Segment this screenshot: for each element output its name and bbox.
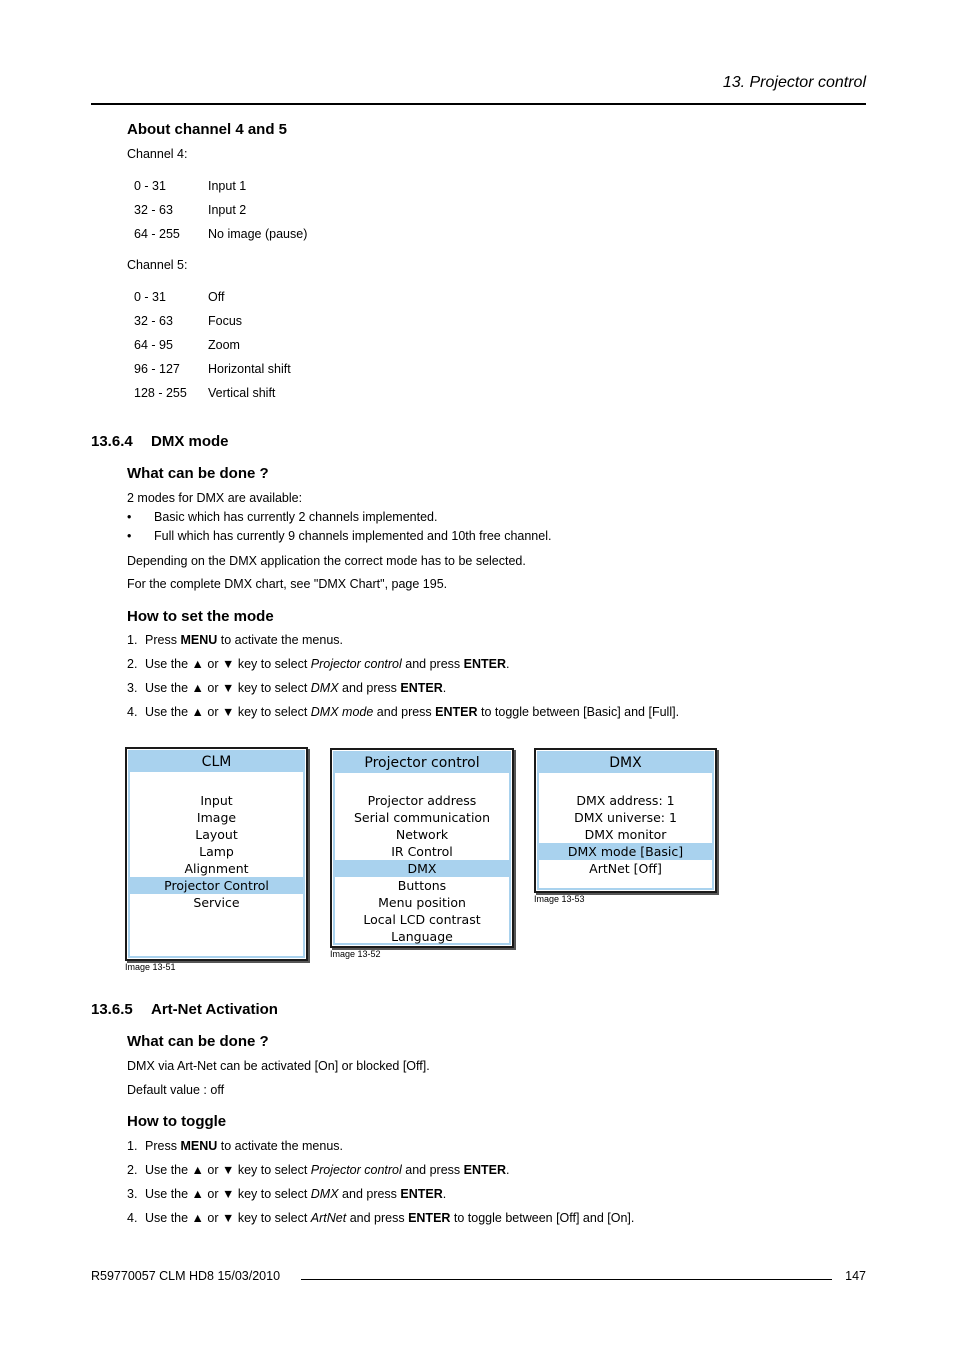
range-cell: 64 - 255: [134, 227, 180, 241]
range-cell: 0 - 31: [134, 179, 166, 193]
how-heading: How to set the mode: [127, 608, 274, 625]
image-caption: Image 13-52: [330, 949, 381, 959]
step-text: and press: [401, 657, 464, 671]
menu-item-selected: Projector Control: [130, 877, 303, 894]
step-key: MENU: [180, 633, 218, 647]
menu-item: Network: [395, 827, 449, 842]
step-number: 1.: [127, 633, 138, 647]
section-number: 13.6.5: [91, 1001, 133, 1018]
image-caption: Image 13-53: [534, 894, 585, 904]
section-title: Art-Net Activation: [151, 1001, 278, 1018]
step-text: to toggle between [Off] and [On].: [450, 1211, 635, 1225]
menu-item: Lamp: [199, 844, 234, 859]
what-heading: What can be done ?: [127, 465, 269, 482]
step-number: 1.: [127, 1139, 138, 1153]
bullet-text: Full which has currently 9 channels implemented and 10th free channel.: [154, 529, 552, 543]
bullet-text: Basic which has currently 2 channels implemented.: [154, 510, 438, 524]
step-key: MENU: [180, 1139, 218, 1153]
value-cell: Off: [208, 290, 225, 304]
step-text: to activate the menus.: [217, 1139, 344, 1153]
step-text: and press: [338, 1187, 401, 1201]
dmx-menu-image: [534, 748, 717, 893]
menu-frame: [128, 750, 305, 958]
step-key: ENTER: [463, 657, 507, 671]
step-key: ENTER: [400, 1187, 443, 1201]
step: [127, 1139, 343, 1153]
range-cell: 64 - 95: [134, 338, 173, 352]
value-cell: Input 2: [208, 203, 247, 217]
paragraph: Depending on the DMX application the correct mode has to be selected.: [127, 554, 526, 568]
menu-item: Service: [193, 895, 240, 910]
step-number: 4.: [127, 1211, 138, 1225]
menu-item: DMX monitor: [584, 827, 667, 842]
menu-title: Projector control: [335, 753, 509, 773]
step-key: ENTER: [463, 1163, 507, 1177]
step-text: .: [442, 1187, 447, 1201]
step-number: 2.: [127, 657, 138, 671]
intro-text: 2 modes for DMX are available:: [127, 491, 303, 505]
paragraph: For the complete DMX chart, see "DMX Chart", page 195.: [127, 577, 448, 591]
menu-item: IR Control: [391, 844, 453, 859]
step-key: ENTER: [408, 1211, 451, 1225]
step-text: Use the ▲ or ▼ key to select: [145, 681, 311, 695]
menu-title: DMX: [539, 753, 712, 773]
menu-item: Image: [196, 810, 237, 825]
projector-control-menu-image: [330, 748, 514, 948]
value-cell: Focus: [208, 314, 243, 328]
range-cell: 32 - 63: [134, 314, 173, 328]
step-text: Press: [145, 633, 181, 647]
step-text: to activate the menus.: [217, 633, 344, 647]
step-text: and press: [373, 705, 436, 719]
menu-item: DMX universe: 1: [574, 810, 677, 825]
paragraph: DMX via Art-Net can be activated [On] or blocked [Off].: [127, 1059, 430, 1073]
step: [127, 1211, 634, 1225]
header-rule: [91, 103, 866, 105]
bullet-dot: •: [127, 529, 132, 543]
menu-item: Alignment: [184, 861, 249, 876]
step-number: 3.: [127, 1187, 138, 1201]
menu-item: Layout: [195, 827, 238, 842]
step-text: .: [506, 657, 510, 671]
menu-title: CLM: [130, 752, 303, 772]
step: [127, 633, 343, 647]
step-menu-item: Projector control: [310, 1163, 402, 1177]
step-menu-item: Projector control: [310, 657, 402, 671]
step-number: 2.: [127, 1163, 138, 1177]
page-number: 147: [845, 1269, 866, 1283]
step-number: 4.: [127, 705, 138, 719]
footer-doc-id: R59770057 CLM HD8 15/03/2010: [91, 1269, 281, 1283]
channel5-label: Channel 5:: [127, 258, 188, 272]
menu-item: Input: [200, 793, 233, 808]
menu-frame: [537, 751, 714, 890]
menu-item-selected: DMX mode [Basic]: [539, 843, 712, 860]
menu-frame: [333, 751, 511, 945]
step-text: and press: [401, 1163, 464, 1177]
range-cell: 128 - 255: [134, 386, 187, 400]
menu-item: Buttons: [397, 878, 447, 893]
menu-item: Serial communication: [353, 810, 490, 825]
how-heading: How to toggle: [127, 1113, 227, 1130]
step-key: ENTER: [400, 681, 443, 695]
menu-item: ArtNet [Off]: [589, 861, 662, 876]
step-text: Use the ▲ or ▼ key to select: [145, 1187, 311, 1201]
section-number: 13.6.4: [91, 433, 133, 450]
step-text: and press: [346, 1211, 409, 1225]
step: [127, 705, 679, 719]
step-menu-item: DMX: [310, 1187, 339, 1201]
channels-heading: About channel 4 and 5: [127, 121, 288, 138]
step-text: and press: [338, 681, 401, 695]
chapter-title: 13. Projector control: [722, 74, 866, 91]
menu-item: Menu position: [378, 895, 466, 910]
list-item: [127, 529, 727, 545]
step-text: Press: [145, 1139, 181, 1153]
menu-item: Local LCD contrast: [363, 912, 481, 927]
bullet-dot: •: [127, 510, 132, 524]
range-cell: 32 - 63: [134, 203, 173, 217]
step-number: 3.: [127, 681, 138, 695]
value-cell: No image (pause): [208, 227, 308, 241]
step-menu-item: DMX mode: [310, 705, 374, 719]
range-cell: 0 - 31: [134, 290, 166, 304]
section-title: DMX mode: [151, 433, 229, 450]
paragraph: Default value : off: [127, 1083, 225, 1097]
value-cell: Zoom: [208, 338, 240, 352]
range-cell: 96 - 127: [134, 362, 180, 376]
step-text: to toggle between [Basic] and [Full].: [477, 705, 680, 719]
menu-item: Projector address: [367, 793, 477, 808]
menu-item-selected: DMX: [335, 860, 509, 877]
menu-item: Language: [391, 929, 453, 944]
step-text: .: [442, 681, 447, 695]
step-text: Use the ▲ or ▼ key to select: [145, 1211, 311, 1225]
image-caption: Image 13-51: [125, 962, 176, 972]
menu-item: DMX address: 1: [576, 793, 675, 808]
step: [127, 657, 510, 671]
step: [127, 681, 446, 695]
clm-menu-image: [125, 747, 308, 961]
channel4-label: Channel 4:: [127, 147, 188, 161]
step-text: Use the ▲ or ▼ key to select: [145, 657, 311, 671]
section-heading-dmx-mode: [91, 433, 229, 450]
step-menu-item: ArtNet: [310, 1211, 347, 1225]
step-key: ENTER: [435, 705, 478, 719]
value-cell: Vertical shift: [208, 386, 276, 400]
step: [127, 1163, 510, 1177]
value-cell: Horizontal shift: [208, 362, 291, 376]
step-text: Use the ▲ or ▼ key to select: [145, 705, 311, 719]
what-heading: What can be done ?: [127, 1033, 269, 1050]
step-menu-item: DMX: [310, 681, 339, 695]
list-item: [127, 510, 727, 526]
step-text: Use the ▲ or ▼ key to select: [145, 1163, 311, 1177]
section-heading-artnet: [91, 1001, 278, 1018]
footer-rule: [301, 1279, 832, 1280]
step: [127, 1187, 446, 1201]
value-cell: Input 1: [208, 179, 247, 193]
step-text: .: [506, 1163, 510, 1177]
